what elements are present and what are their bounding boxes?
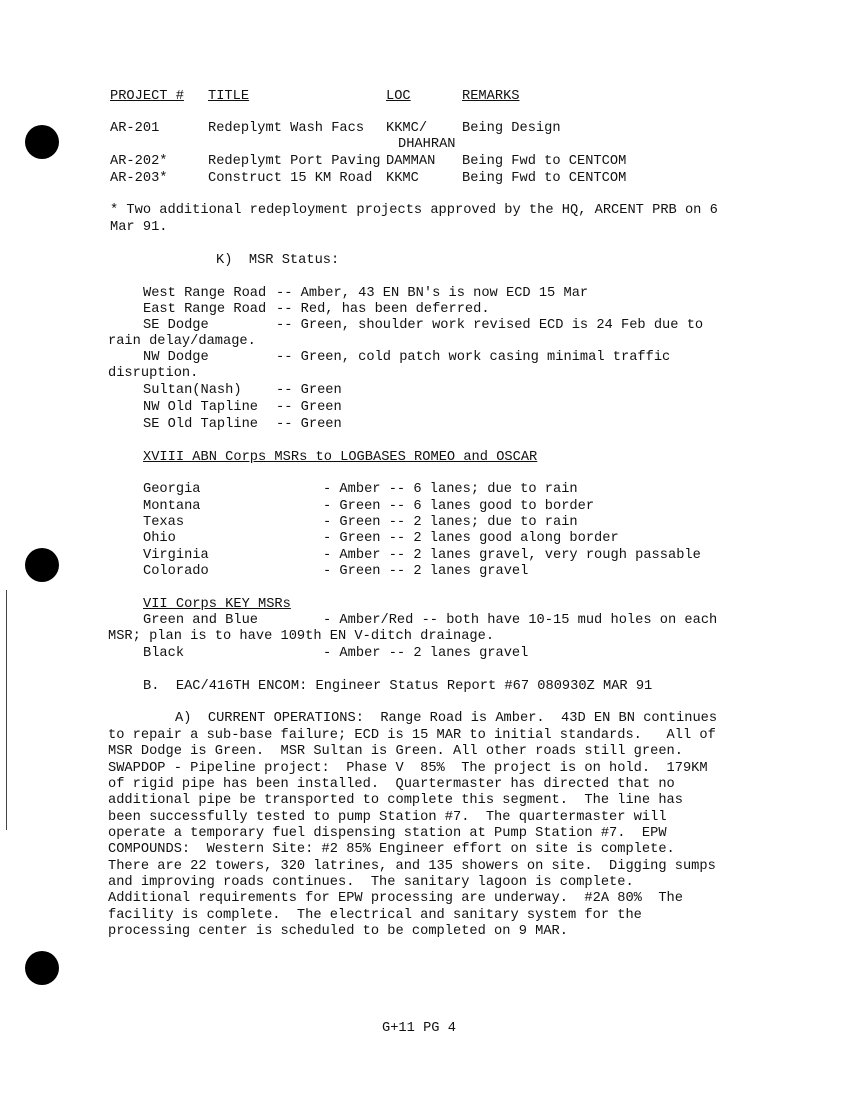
project-loc: DHAHRAN — [398, 137, 456, 152]
road-status: - Amber -- 6 lanes; due to rain — [323, 482, 578, 497]
paragraph-line: A) CURRENT OPERATIONS: Range Road is Amber. 43D EN BN continues — [175, 711, 718, 726]
paragraph-line: of rigid pipe has been installed. Quartermaster has directed that no — [108, 777, 675, 792]
road-status: -- Red, has been deferred. — [276, 302, 490, 317]
paragraph-line: MSR Dodge is Green. MSR Sultan is Green. All other roads still green. — [108, 744, 683, 759]
paragraph-line: operate a temporary fuel dispensing station at Pump Station #7. EPW — [108, 826, 667, 841]
road-name: Colorado — [143, 564, 209, 579]
paragraph-line: COMPOUNDS: Western Site: #2 85% Engineer effort on site is complete. — [108, 842, 675, 857]
scan-edge-line — [6, 590, 7, 830]
paragraph-line: and improving roads continues. The sanitary lagoon is complete. — [108, 875, 634, 890]
xviii-heading: XVIII ABN Corps MSRs to LOGBASES ROMEO and OSCAR — [143, 450, 538, 465]
road-status: - Amber/Red -- both have 10-15 mud holes on each — [323, 613, 718, 628]
punch-hole — [25, 125, 59, 159]
road-name: NW Old Tapline — [143, 400, 258, 415]
project-title: Redeplymt Wash Facs — [208, 121, 365, 136]
project-remarks: Being Fwd to CENTCOM — [462, 171, 627, 186]
paragraph-line: There are 22 towers, 320 latrines, and 135 showers on site. Digging sumps — [108, 859, 716, 874]
road-name: Georgia — [143, 482, 201, 497]
paragraph-line: additional pipe be transported to complete this segment. The line has — [108, 793, 683, 808]
paragraph-line: been successfully tested to pump Station #7. The quartermaster will — [108, 810, 667, 825]
road-status: -- Green — [276, 400, 342, 415]
road-name: Montana — [143, 499, 201, 514]
col-header-remarks: REMARKS — [462, 89, 520, 104]
road-name: West Range Road — [143, 286, 267, 301]
road-status: -- Amber, 43 EN BN's is now ECD 15 Mar — [276, 286, 589, 301]
project-id: AR-203* — [110, 171, 168, 186]
road-status-cont: disruption. — [108, 366, 199, 381]
vii-heading: VII Corps KEY MSRs — [143, 597, 291, 612]
paragraph-line: processing center is scheduled to be completed on 9 MAR. — [108, 924, 568, 939]
road-status-cont: MSR; plan is to have 109th EN V-ditch drainage. — [108, 629, 495, 644]
section-b-heading: B. EAC/416TH ENCOM: Engineer Status Report #67 080930Z MAR 91 — [143, 679, 653, 694]
project-loc: KKMC — [386, 171, 419, 186]
road-name: Virginia — [143, 548, 209, 563]
page-footer: G+11 PG 4 — [382, 1021, 456, 1036]
project-title: Redeplymt Port Paving — [208, 154, 381, 169]
road-status: - Amber -- 2 lanes gravel, very rough passable — [323, 548, 701, 563]
road-status: -- Green — [276, 383, 342, 398]
road-status: - Green -- 2 lanes good along border — [323, 531, 619, 546]
col-header-project: PROJECT # — [110, 89, 184, 104]
project-title: Construct 15 KM Road — [208, 171, 373, 186]
punch-hole — [25, 951, 59, 985]
footnote: * Two additional redeployment projects approved by the HQ, ARCENT PRB on 6 — [110, 203, 718, 218]
col-header-loc: LOC — [386, 89, 411, 104]
road-status-cont: rain delay/damage. — [108, 334, 256, 349]
msr-heading: K) MSR Status: — [216, 253, 340, 268]
road-name: Texas — [143, 515, 185, 530]
road-name: Ohio — [143, 531, 176, 546]
project-remarks: Being Fwd to CENTCOM — [462, 154, 627, 169]
road-name: East Range Road — [143, 302, 267, 317]
road-status: - Green -- 2 lanes gravel — [323, 564, 529, 579]
road-name: Black — [143, 646, 185, 661]
col-header-title: TITLE — [208, 89, 250, 104]
punch-hole — [25, 548, 59, 582]
project-id: AR-201 — [110, 121, 160, 136]
paragraph-line: SWAPDOP - Pipeline project: Phase V 85% The project is on hold. 179KM — [108, 761, 708, 776]
road-status: - Green -- 2 lanes; due to rain — [323, 515, 578, 530]
road-name: Sultan(Nash) — [143, 383, 242, 398]
project-loc: DAMMAN — [386, 154, 436, 169]
project-remarks: Being Design — [462, 121, 561, 136]
road-name: NW Dodge — [143, 350, 209, 365]
project-id: AR-202* — [110, 154, 168, 169]
paragraph-line: to repair a sub-base failure; ECD is 15 MAR to initial standards. All of — [108, 728, 716, 743]
project-loc: KKMC/ — [386, 121, 428, 136]
road-name: SE Old Tapline — [143, 417, 258, 432]
footnote: Mar 91. — [110, 220, 168, 235]
road-name: SE Dodge — [143, 318, 209, 333]
road-status: -- Green, cold patch work casing minimal traffic — [276, 350, 671, 365]
road-status: - Green -- 6 lanes good to border — [323, 499, 595, 514]
paragraph-line: facility is complete. The electrical and sanitary system for the — [108, 908, 642, 923]
paragraph-line: Additional requirements for EPW processing are underway. #2A 80% The — [108, 891, 683, 906]
road-status: -- Green, shoulder work revised ECD is 24 Feb due to — [276, 318, 704, 333]
road-status: -- Green — [276, 417, 342, 432]
road-name: Green and Blue — [143, 613, 258, 628]
road-status: - Amber -- 2 lanes gravel — [323, 646, 529, 661]
